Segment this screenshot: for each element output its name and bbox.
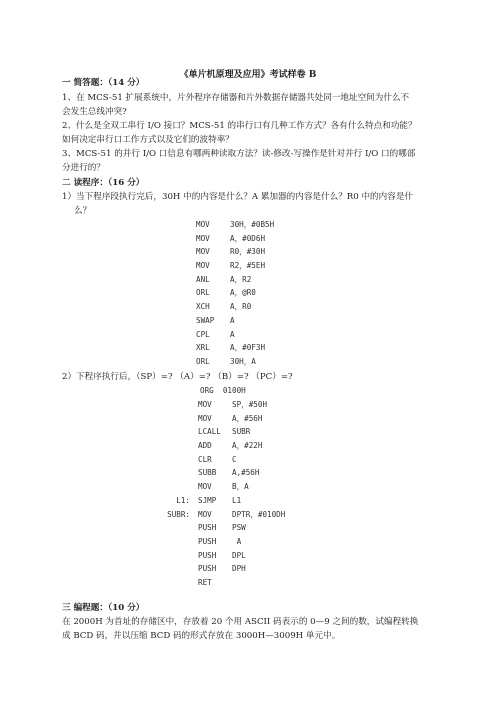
code-opcode: RET xyxy=(198,577,212,587)
code-line xyxy=(196,328,274,342)
program-2-org: ORG 0100H xyxy=(200,386,246,395)
code-operand: B，A xyxy=(232,482,249,492)
code-operand: 30H，#0B5H xyxy=(230,220,275,229)
code-line xyxy=(150,466,285,480)
code-opcode: PUSH xyxy=(198,550,217,560)
question-2-line-2: 如何决定串行口工作方式以及它们的波特率？ xyxy=(62,135,234,145)
code-operand: 30H，A xyxy=(230,356,256,366)
code-opcode: SJMP xyxy=(198,495,217,505)
code-operand: C xyxy=(232,454,237,464)
code-line xyxy=(196,341,274,355)
code-opcode: MOV xyxy=(198,482,212,492)
code-line xyxy=(196,314,274,328)
code-opcode: ADD xyxy=(198,441,212,451)
code-line xyxy=(196,259,274,273)
code-opcode: XRL xyxy=(196,343,210,353)
code-line xyxy=(150,562,285,576)
code-opcode: SWAP xyxy=(196,315,215,325)
program-1-question-line-2: 么？ xyxy=(74,206,92,216)
code-operand: A，R0 xyxy=(230,302,252,312)
code-label: L1: xyxy=(176,495,190,505)
code-opcode: CPL xyxy=(196,329,210,339)
section-2-heading: 二 读程序：（16 分） xyxy=(62,178,145,188)
code-line xyxy=(196,355,274,369)
section-3-text-line-1: 在 2000H 为首址的存储区中，存放着 20 个用 ASCII 码表示的 0—9 之间的数，试编程转换 xyxy=(62,617,419,627)
code-line xyxy=(150,480,285,494)
code-line xyxy=(196,218,274,232)
code-opcode: MOV xyxy=(196,233,210,243)
code-opcode: CLR xyxy=(198,454,212,464)
code-operand: A，#56H xyxy=(232,413,263,423)
code-line xyxy=(196,300,274,314)
code-line xyxy=(150,576,285,590)
code-operand: A,#56H xyxy=(232,468,260,478)
program-2-question: 2）下程序执行后，（SP）=? （A）=? （B）=? （PC）=? xyxy=(62,372,293,382)
code-opcode: PUSH xyxy=(198,564,217,574)
code-line xyxy=(196,286,274,300)
question-3-line-2: 分进行的？ xyxy=(62,163,105,173)
code-line xyxy=(150,439,285,453)
code-operand: R0，#30H xyxy=(230,247,266,257)
program-2-code xyxy=(150,398,285,590)
code-opcode: SUBB xyxy=(198,468,217,478)
code-operand: A，@R0 xyxy=(230,288,256,298)
code-opcode: MOV xyxy=(198,400,212,409)
code-operand: DPTR，#010DH xyxy=(232,509,286,519)
code-opcode: ORL xyxy=(196,356,210,366)
code-line xyxy=(150,412,285,426)
code-operand: A xyxy=(230,315,235,325)
question-3-line-1: 3、MCS-51 的并行 I/O 口信息有哪两种读取方法？读-修改-写操作是针对并行 I/O 口的哪部 xyxy=(62,149,416,159)
code-line xyxy=(196,273,274,287)
code-opcode: ORL xyxy=(196,288,210,298)
code-opcode: MOV xyxy=(196,220,210,229)
section-3-heading: 三 编程题：（10 分） xyxy=(62,603,145,613)
code-line xyxy=(150,453,285,467)
code-line xyxy=(150,508,285,522)
code-line xyxy=(150,425,285,439)
code-opcode: MOV xyxy=(196,247,210,257)
exam-title: 《单片机原理及应用》考试样卷 B xyxy=(179,70,317,80)
code-opcode: PUSH xyxy=(198,523,217,533)
section-3-text-line-2: 成 BCD 码，并以压缩 BCD 码的形式存放在 3000H—3009H 单元中。 xyxy=(62,631,341,641)
program-1-question-line-1: 1）当下程序段执行完后，30H 中的内容是什么？A 累加器的内容是什么？R0 中的内容是什 xyxy=(62,192,414,202)
code-line xyxy=(196,232,274,246)
code-operand: SUBR xyxy=(232,427,251,437)
section-1-heading: 一 简答题：（14 分） xyxy=(62,78,145,88)
code-operand: A，R2 xyxy=(230,274,252,284)
code-label: SUBR: xyxy=(167,509,190,519)
code-operand: PSW xyxy=(232,523,246,533)
code-line xyxy=(150,549,285,563)
code-operand: A xyxy=(230,329,235,339)
code-opcode: LCALL xyxy=(198,427,221,437)
code-operand: R2，#5EH xyxy=(230,261,266,271)
code-opcode: MOV xyxy=(198,413,212,423)
code-opcode: ANL xyxy=(196,274,210,284)
question-1-line-2: 会发生总线冲突? xyxy=(62,107,127,117)
code-operand: A xyxy=(232,536,242,546)
code-line xyxy=(196,245,274,259)
question-2-line-1: 2、什么是全双工串行 I/O 接口？MCS-51 的串行口有几种工作方式？各有什么特点和功能？ xyxy=(62,121,417,131)
code-operand: SP，#50H xyxy=(232,400,268,409)
code-operand: A，#22H xyxy=(232,441,263,451)
code-line xyxy=(150,521,285,535)
code-opcode: XCH xyxy=(196,302,210,312)
code-operand: DPH xyxy=(232,564,246,574)
question-1-line-1: 1、在 MCS-51 扩展系统中，片外程序存储器和片外数据存储器共处同一地址空间为什么不 xyxy=(62,93,410,103)
code-line xyxy=(150,535,285,549)
code-line xyxy=(150,494,285,508)
code-operand: DPL xyxy=(232,550,246,560)
code-operand: L1 xyxy=(232,495,242,505)
code-opcode: MOV xyxy=(196,261,210,271)
code-opcode: MOV xyxy=(198,509,212,519)
program-1-code xyxy=(196,218,274,369)
code-opcode: PUSH xyxy=(198,536,217,546)
code-line xyxy=(150,398,285,412)
code-operand: A，#0D6H xyxy=(230,233,266,243)
code-operand: A，#0F3H xyxy=(230,343,266,353)
